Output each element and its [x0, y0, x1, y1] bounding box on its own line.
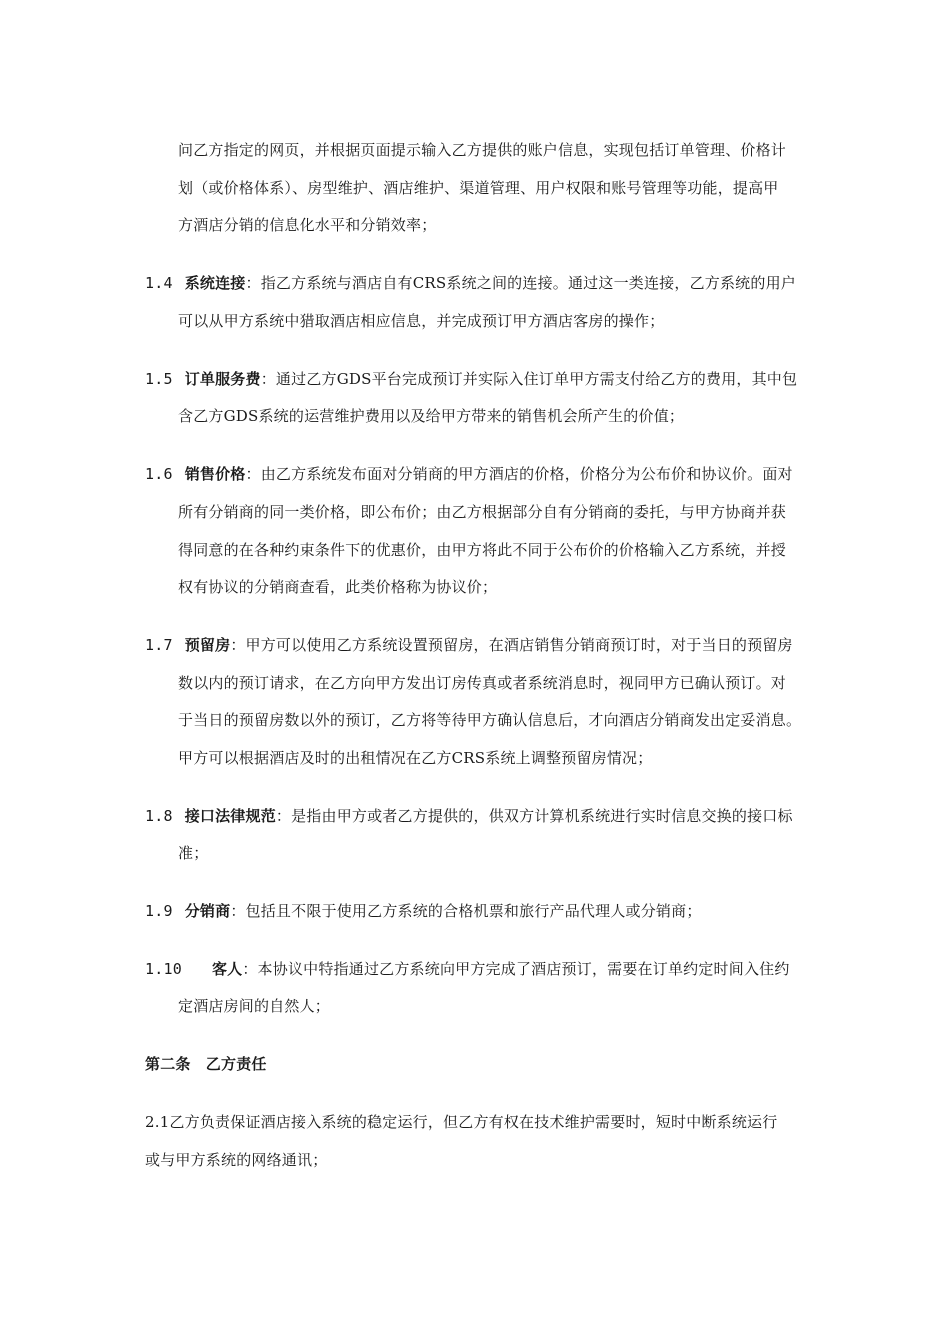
text-line: 准；: [178, 844, 209, 862]
text-line: 得同意的在各种约束条件下的优惠价，由甲方将此不同于公布价的价格输入乙方系统，并授: [178, 541, 787, 559]
text-line: 或与甲方系统的网络通讯；: [145, 1151, 328, 1169]
clause-1-9: [145, 901, 702, 921]
clause-text: ：由乙方系统发布面对分销商的甲方酒店的价格，价格分为公布价和协议价。面对: [245, 465, 793, 483]
clause-1-5: [145, 369, 797, 389]
section-heading: [145, 1054, 267, 1074]
clause-1-7: [145, 635, 793, 655]
clause-number: 1.10: [145, 960, 182, 978]
text-line: 方酒店分销的信息化水平和分销效率；: [178, 216, 437, 234]
clause-number: 1.6: [145, 465, 173, 483]
clause-term: 预留房: [184, 636, 231, 654]
clause-term: 订单服务费: [184, 370, 261, 388]
clause-term: 销售价格: [184, 465, 246, 483]
clause-term: 系统连接: [184, 274, 246, 292]
clause-number: 1.7: [145, 636, 173, 654]
text-line: 划（或价格体系）、房型维护、酒店维护、渠道管理、用户权限和账号管理等功能，提高甲: [178, 179, 779, 197]
text-line: 含乙方GDS系统的运营维护费用以及给甲方带来的销售机会所产生的价值；: [178, 407, 685, 425]
clause-number: 1.5: [145, 370, 173, 388]
clause-term: 接口法律规范: [184, 807, 276, 825]
section-heading-text: 第二条 乙方责任: [145, 1055, 267, 1073]
text-line: 于当日的预留房数以外的预订，乙方将等待甲方确认信息后，才向酒店分销商发出定妥消息。: [178, 711, 802, 729]
clause-text: ：本协议中特指通过乙方系统向甲方完成了酒店预订，需要在订单约定时间入住约: [242, 960, 790, 978]
clause-text: ：是指由甲方或者乙方提供的，供双方计算机系统进行实时信息交换的接口标: [275, 807, 793, 825]
text-line: 问乙方指定的网页，并根据页面提示输入乙方提供的账户信息，实现包括订单管理、价格计: [178, 141, 787, 159]
clause-number: 1.8: [145, 807, 173, 825]
text-line: 权有协议的分销商查看，此类价格称为协议价；: [178, 578, 498, 596]
clause-1-4: [145, 273, 796, 293]
clause-text: ：指乙方系统与酒店自有CRS系统之间的连接。通过这一类连接，乙方系统的用户: [245, 274, 796, 292]
clause-text: ：甲方可以使用乙方系统设置预留房，在酒店销售分销商预订时，对于当日的预留房: [230, 636, 793, 654]
clause-text: ：通过乙方GDS平台完成预订并实际入住订单甲方需支付给乙方的费用，其中包: [260, 370, 798, 388]
clause-term: 分销商: [184, 902, 231, 920]
text-line: 定酒店房间的自然人；: [178, 997, 331, 1015]
clause-2-1: 2.1乙方负责保证酒店接入系统的稳定运行，但乙方有权在技术维护需要时，短时中断系统运行: [145, 1113, 778, 1131]
clause-1-8: [145, 806, 793, 826]
clause-1-6: [145, 464, 793, 484]
text-line: 数以内的预订请求，在乙方向甲方发出订房传真或者系统消息时，视同甲方已确认预订。对: [178, 674, 787, 692]
clause-number: 1.4: [145, 274, 173, 292]
clause-number: 1.9: [145, 902, 173, 920]
clause-1-10: [145, 959, 790, 979]
text-line: 所有分销商的同一类价格，即公布价；由乙方根据部分自有分销商的委托，与甲方协商并获: [178, 503, 787, 521]
text-line: 可以从甲方系统中猎取酒店相应信息，并完成预订甲方酒店客房的操作；: [178, 312, 665, 330]
text-line: 甲方可以根据酒店及时的出租情况在乙方CRS系统上调整预留房情况；: [178, 749, 653, 767]
clause-text: ：包括且不限于使用乙方系统的合格机票和旅行产品代理人或分销商；: [230, 902, 702, 920]
clause-term: 客人: [211, 960, 243, 978]
